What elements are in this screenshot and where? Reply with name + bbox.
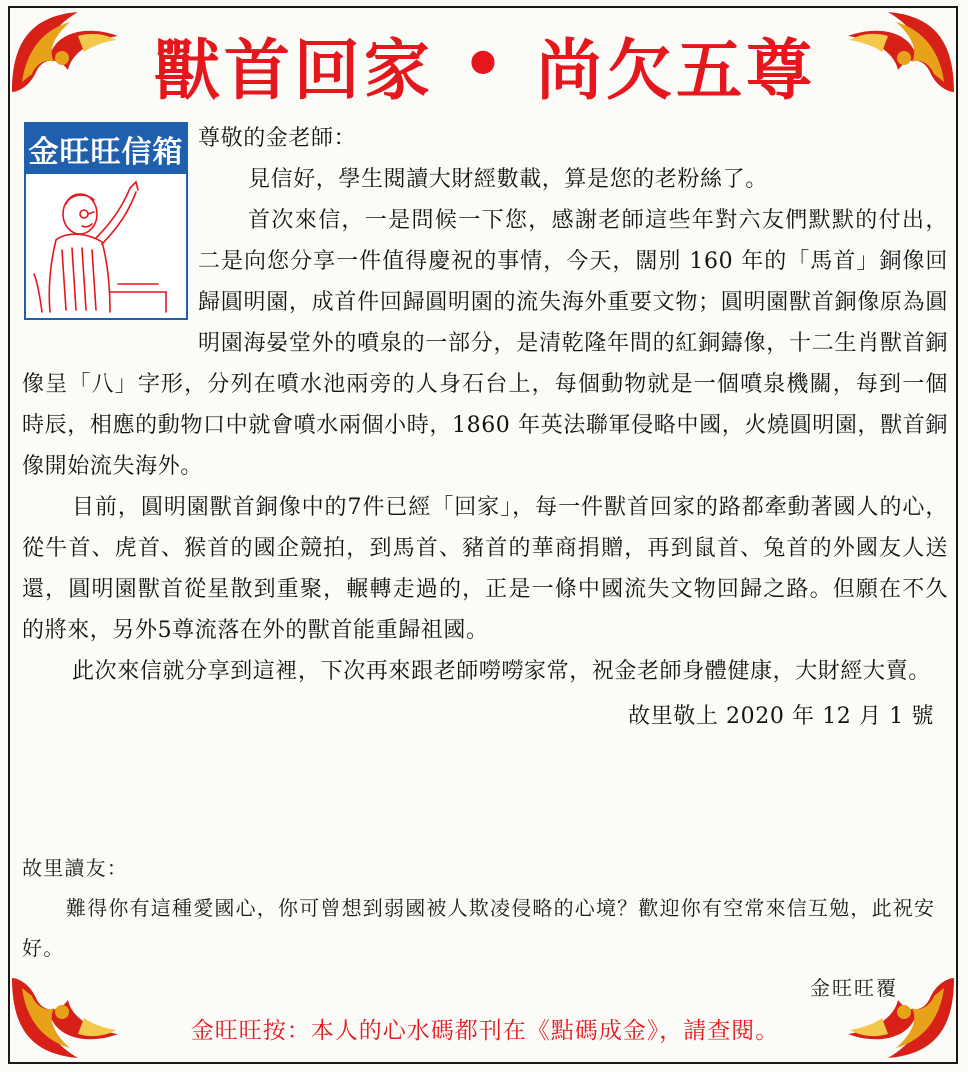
reply-body: 難得你有這種愛國心，你可曾想到弱國被人欺凌侵略的心境？歡迎你有空常來信互勉，此祝安好。 — [22, 896, 936, 960]
reply-signature: 金旺旺覆 — [810, 976, 898, 1000]
title-part1: 獸首回家 — [153, 31, 434, 109]
letter-body — [22, 118, 948, 737]
corner-ornament-icon — [8, 6, 128, 96]
reply-salutation: 故里讀友： — [22, 856, 128, 880]
page-title — [140, 18, 830, 110]
letter-salutation: 尊敬的金老師： — [198, 126, 357, 151]
letter-paragraph: 首次來信，一是問候一下您，感謝老師這些年對六友們默默的付出，二是向您分享一件值得慶祝的事情，今天，闊別 160 年的「馬首」銅像回歸圓明園，成首件回歸圓明園的流失海外重要文物；圓明園獸首銅像原為圓明園海晏堂外的噴泉的一部分，是清乾隆年間的紅銅鑄像，十二生肖獸首銅像呈「八」字形，分列在噴水池兩旁的人身石台上，每個動物就是一個噴泉機關，每到一個時辰，相應的動物口中就會噴水兩個小時，1860 年英法聯軍侵略中國，火燒圓明園，獸首銅像開始流失海外。 — [22, 208, 948, 479]
corner-ornament-icon — [8, 974, 128, 1064]
footer-note: 金旺旺按：本人的心水碼都刊在《點碼成金》，請查閱。 — [190, 1018, 780, 1044]
logo-spacer — [22, 118, 198, 324]
letter-paragraph: 目前，圓明園獸首銅像中的7件已經「回家」，每一件獸首回家的路都牽動著國人的心，從牛首、虎首、猴首的國企競拍，到馬首、豬首的華商捐贈，再到鼠首、兔首的外國友人送還，圓明園獸首從星散到重聚，輾轉走過的，正是一條中國流失文物回歸之路。但願在不久的將來，另外5尊流落在外的獸首能重歸祖國。 — [22, 495, 948, 643]
corner-ornament-icon — [838, 6, 958, 96]
letter-paragraph: 見信好，學生閱讀大財經數載，算是您的老粉絲了。 — [248, 167, 768, 192]
letter-signature: 故里敬上 2020 年 12 月 1 號 — [628, 704, 934, 729]
letter-paragraph: 此次來信就分享到這裡，下次再來跟老師嘮嘮家常，祝金老師身體健康，大財經大賣。 — [72, 659, 931, 684]
title-separator: • — [461, 25, 509, 103]
title-part2: 尚欠五尊 — [536, 31, 817, 109]
column-logo-label: 金旺旺信箱 — [26, 124, 186, 174]
reply-section — [22, 848, 942, 968]
